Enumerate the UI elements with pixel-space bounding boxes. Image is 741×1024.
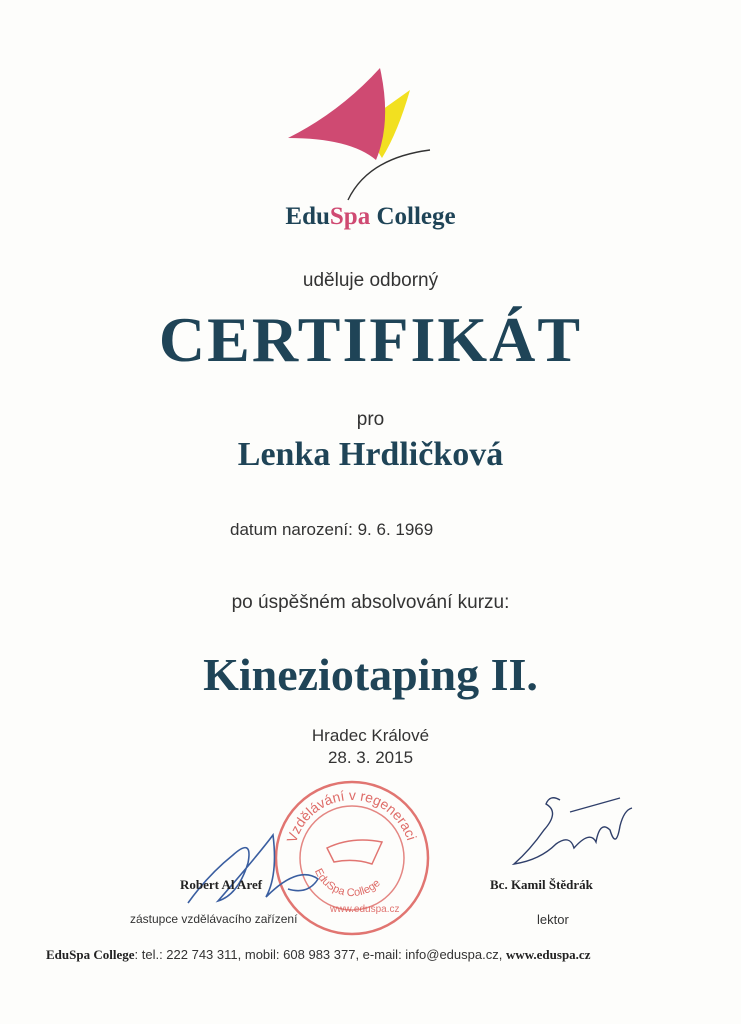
svg-text:Vzdělávání v regeneraci: Vzdělávání v regeneraci [283,786,420,845]
logo-swoosh [348,150,430,200]
right-signer-name: Bc. Kamil Štědrák [490,877,593,892]
issue-place: Hradec Králové [311,726,430,745]
recipient-name: Lenka Hrdličková [237,436,504,473]
left-signer-role: zástupce vzdělávacího zařízení [130,912,298,926]
right-signer-role: lektor [537,912,569,927]
birth-date-label: datum narození: [230,520,353,539]
footer-tel: 222 743 311 [166,947,238,962]
svg-text:EduSpa College: EduSpa College [311,866,383,900]
footer-email[interactable]: info@eduspa.cz [405,947,499,962]
for-label: pro [356,409,385,430]
brand-name: EduSpa College [285,203,456,230]
certificate-title: CERTIFIKÁT [158,304,583,375]
footer-contact: EduSpa College: tel.: 222 743 311, mobil: 608 983 377, e-mail: info@eduspa.cz, www.eduspa.cz [46,947,591,962]
right-signature [500,790,640,880]
issue-date: 28. 3. 2015 [327,748,414,767]
svg-text:www.eduspa.cz: www.eduspa.cz [330,904,400,915]
footer-mobil: 608 983 377 [283,947,356,962]
birth-date-value: 9. 6. 1969 [357,520,434,539]
footer-web[interactable]: www.eduspa.cz [505,947,591,962]
course-name: Kineziotaping II. [203,649,538,700]
left-signer-name: Robert Al Aref [180,877,263,892]
grants-text: uděluje odborný [302,270,439,291]
birth-date-line [230,520,433,540]
footer-org: EduSpa College [46,947,135,962]
course-intro: po úspěšném absolvování kurzu: [231,592,510,613]
left-signature [178,815,358,910]
logo-pink-wing [288,68,385,160]
eduspa-logo [270,62,450,212]
